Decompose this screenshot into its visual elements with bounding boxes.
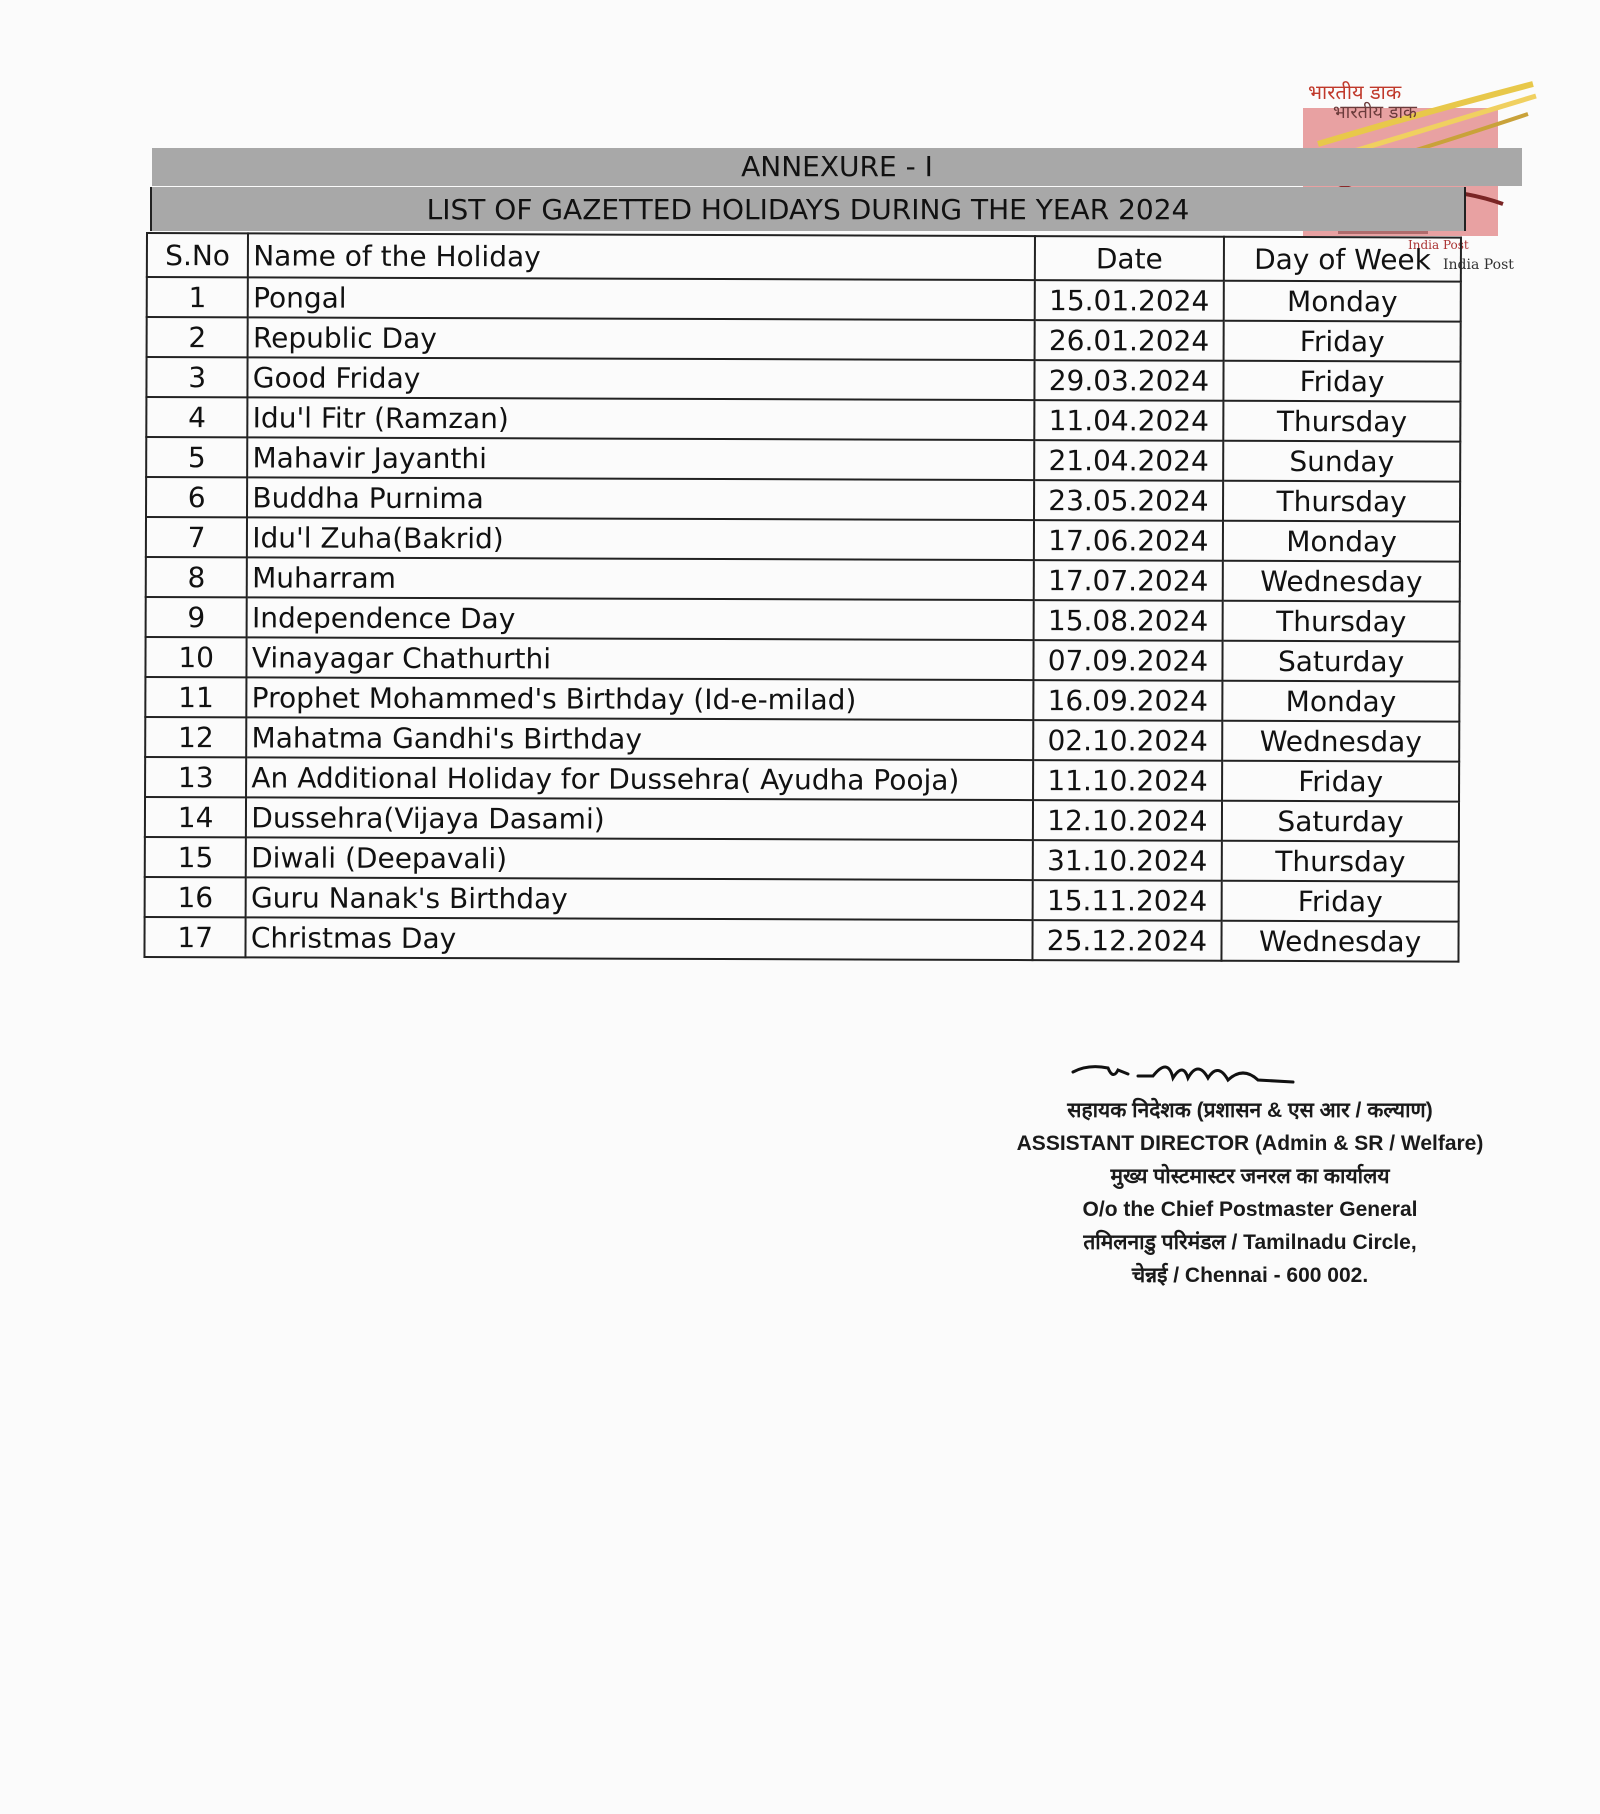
- cell-date: 17.07.2024: [1033, 560, 1223, 601]
- logo-english-text-2: India Post: [1443, 257, 1514, 273]
- cell-holiday-name: Independence Day: [247, 597, 1033, 640]
- cell-date: 15.11.2024: [1032, 880, 1222, 921]
- cell-date: 11.04.2024: [1034, 400, 1224, 441]
- table-row: [146, 477, 1460, 522]
- cell-holiday-name: Idu'l Fitr (Ramzan): [248, 397, 1034, 440]
- stamp-line-hindi-office: मुख्य पोस्टमास्टर जनरल का कार्यालय: [1110, 1165, 1390, 1188]
- cell-date: 15.01.2024: [1034, 280, 1224, 321]
- table-row: [145, 757, 1459, 802]
- cell-date: 26.01.2024: [1034, 320, 1224, 361]
- cell-sno: 12: [145, 717, 246, 757]
- cell-day-of-week: Sunday: [1223, 441, 1460, 482]
- cell-holiday-name: Pongal: [248, 277, 1034, 320]
- cell-day-of-week: Thursday: [1223, 601, 1460, 642]
- cell-holiday-name: An Additional Holiday for Dussehra( Ayudha Pooja): [246, 757, 1032, 800]
- cell-holiday-name: Prophet Mohammed's Birthday (Id-e-milad): [247, 677, 1033, 720]
- cell-day-of-week: Wednesday: [1222, 921, 1459, 962]
- cell-sno: 14: [145, 797, 246, 837]
- holiday-list-heading: LIST OF GAZETTED HOLIDAYS DURING THE YEAR 2024: [150, 187, 1466, 231]
- cell-date: 21.04.2024: [1034, 440, 1224, 481]
- cell-day-of-week: Monday: [1224, 281, 1461, 322]
- logo-hindi-text-2: भारतीय डाक: [1333, 102, 1417, 123]
- cell-holiday-name: Mahatma Gandhi's Birthday: [247, 717, 1033, 760]
- cell-day-of-week: Friday: [1222, 761, 1459, 802]
- table-row: [145, 837, 1459, 882]
- table-row: [146, 597, 1460, 642]
- table-row: [146, 397, 1460, 442]
- cell-date: 12.10.2024: [1033, 800, 1223, 841]
- cell-sno: 10: [145, 637, 246, 677]
- header-holiday-name: Name of the Holiday: [248, 233, 1034, 280]
- annexure-title: ANNEXURE - I: [152, 148, 1522, 186]
- cell-holiday-name: Vinayagar Chathurthi: [247, 637, 1033, 680]
- cell-day-of-week: Thursday: [1223, 481, 1460, 522]
- cell-day-of-week: Wednesday: [1223, 561, 1460, 602]
- header-sno: S.No: [147, 233, 248, 277]
- holidays-table: [143, 232, 1462, 963]
- cell-date: 31.10.2024: [1032, 840, 1222, 881]
- holidays-table-body: [144, 277, 1460, 962]
- cell-sno: 8: [146, 557, 247, 597]
- cell-date: 25.12.2024: [1032, 920, 1222, 961]
- cell-date: 02.10.2024: [1033, 720, 1223, 761]
- cell-sno: 7: [146, 517, 247, 557]
- cell-sno: 6: [146, 477, 247, 517]
- cell-holiday-name: Buddha Purnima: [247, 477, 1033, 520]
- logo-english-text-1: India Post: [1408, 238, 1469, 252]
- cell-day-of-week: Monday: [1223, 521, 1460, 562]
- table-row: [145, 797, 1459, 842]
- cell-date: 29.03.2024: [1034, 360, 1224, 401]
- table-row: [145, 717, 1459, 762]
- cell-sno: 3: [146, 357, 247, 397]
- cell-day-of-week: Saturday: [1223, 641, 1460, 682]
- stamp-line-circle: तमिलनाडु परिमंडल / Tamilnadu Circle,: [1083, 1231, 1417, 1254]
- cell-date: 16.09.2024: [1033, 680, 1223, 721]
- cell-day-of-week: Thursday: [1222, 841, 1459, 882]
- header-day-of-week: Day of Week: [1224, 237, 1461, 282]
- cell-sno: 2: [147, 317, 248, 357]
- official-stamp: [990, 1094, 1510, 1292]
- logo-hindi-text-1: भारतीय डाक: [1308, 80, 1402, 104]
- cell-date: 07.09.2024: [1033, 640, 1223, 681]
- table-row: [146, 437, 1460, 482]
- cell-sno: 15: [145, 837, 246, 877]
- table-row: [146, 557, 1460, 602]
- cell-sno: 1: [147, 277, 248, 317]
- cell-sno: 9: [146, 597, 247, 637]
- table-row: [146, 357, 1460, 402]
- cell-day-of-week: Saturday: [1222, 801, 1459, 842]
- table-row: [145, 677, 1459, 722]
- cell-day-of-week: Friday: [1224, 361, 1461, 402]
- cell-sno: 16: [145, 877, 246, 917]
- cell-date: 11.10.2024: [1033, 760, 1223, 801]
- cell-holiday-name: Christmas Day: [246, 917, 1032, 960]
- cell-holiday-name: Muharram: [247, 557, 1033, 600]
- stamp-line-hindi-designation: सहायक निदेशक (प्रशासन & एस आर / कल्याण): [1067, 1099, 1433, 1122]
- cell-holiday-name: Republic Day: [248, 317, 1034, 360]
- table-row: [146, 517, 1460, 562]
- signature-graphic: [1068, 1052, 1298, 1092]
- cell-holiday-name: Diwali (Deepavali): [246, 837, 1032, 880]
- cell-date: 17.06.2024: [1034, 520, 1224, 561]
- stamp-line-designation: ASSISTANT DIRECTOR (Admin & SR / Welfare): [1016, 1132, 1484, 1155]
- cell-day-of-week: Friday: [1222, 881, 1459, 922]
- table-row: [144, 917, 1458, 962]
- table-row: [145, 877, 1459, 922]
- cell-holiday-name: Idu'l Zuha(Bakrid): [247, 517, 1033, 560]
- cell-date: 15.08.2024: [1033, 600, 1223, 641]
- cell-day-of-week: Wednesday: [1222, 721, 1459, 762]
- cell-day-of-week: Friday: [1224, 321, 1461, 362]
- cell-sno: 17: [144, 917, 245, 957]
- cell-sno: 13: [145, 757, 246, 797]
- cell-date: 23.05.2024: [1034, 480, 1224, 521]
- table-row: [145, 637, 1459, 682]
- table-header-row: [147, 233, 1461, 282]
- table-row: [147, 317, 1461, 362]
- cell-sno: 4: [146, 397, 247, 437]
- header-date: Date: [1035, 236, 1225, 281]
- cell-day-of-week: Thursday: [1223, 401, 1460, 442]
- stamp-line-city: चेन्नई / Chennai - 600 002.: [1131, 1264, 1369, 1287]
- cell-holiday-name: Dussehra(Vijaya Dasami): [246, 797, 1032, 840]
- cell-day-of-week: Monday: [1223, 681, 1460, 722]
- cell-sno: 11: [145, 677, 246, 717]
- cell-holiday-name: Guru Nanak's Birthday: [246, 877, 1032, 920]
- cell-holiday-name: Good Friday: [248, 357, 1034, 400]
- cell-sno: 5: [146, 437, 247, 477]
- cell-holiday-name: Mahavir Jayanthi: [247, 437, 1033, 480]
- stamp-line-office: O/o the Chief Postmaster General: [1082, 1198, 1418, 1221]
- table-row: [147, 277, 1461, 322]
